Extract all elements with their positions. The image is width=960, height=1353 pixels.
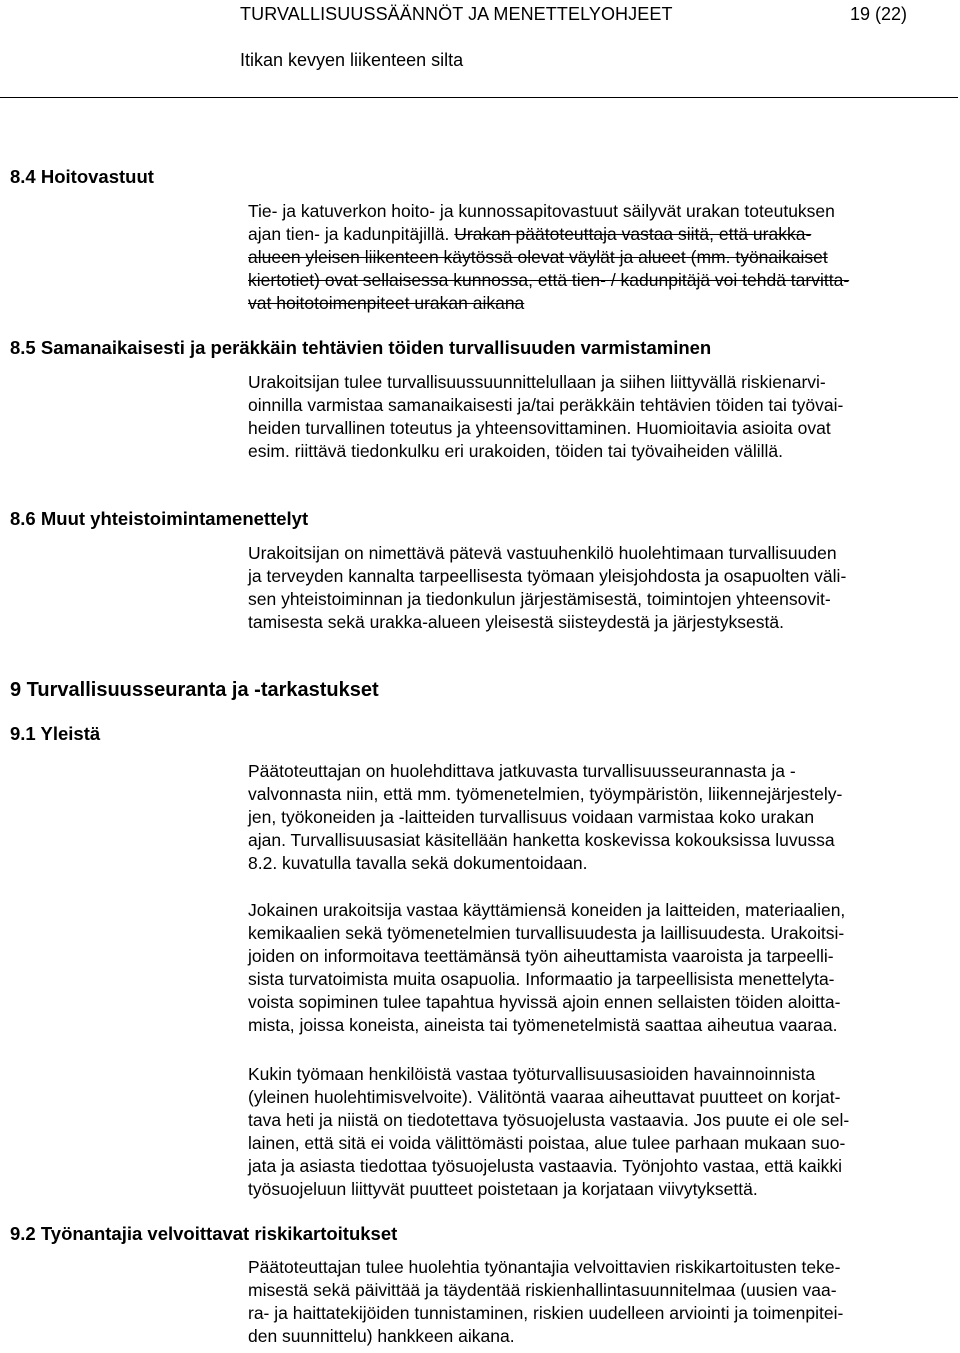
- text-line: Tie- ja katuverkon hoito- ja kunnossapitovastuut säilyvät urakan toteutuksen: [248, 201, 835, 221]
- text-line: ja terveyden kannalta tarpeellisesta työmaan yleisjohdosta ja osapuolten väli-: [248, 566, 847, 586]
- text-line: ajan tien- ja kadunpitäjillä. Urakan päätoteuttaja vastaa siitä, että urakka-: [248, 224, 812, 244]
- text-line: Urakoitsijan tulee turvallisuussuunnittelullaan ja siihen liittyvällä riskienarvi-: [248, 372, 826, 392]
- struck-text-line: vat hoitotoimenpiteet urakan aikana: [248, 293, 525, 313]
- text-line: (yleinen huolehtimisvelvoite). Välitöntä vaaraa aiheuttavat puutteet on korjat-: [248, 1087, 841, 1107]
- text-line: tava heti ja niistä on tiedotettava työsuojelusta vastaavia. Jos puute ei ole sel-: [248, 1110, 850, 1130]
- text-line: Päätoteuttajan tulee huolehtia työnantajia velvoittavien riskikartoitusten teke-: [248, 1257, 841, 1277]
- section-8-5-body: [248, 371, 948, 463]
- text-line: voista sopiminen tulee tapahtua hyvissä ajoin ennen sellaisten töiden aloitta-: [248, 992, 841, 1012]
- text-line: kemikaalien sekä työmenetelmien turvallisuudesta ja laillisuudesta. Urakoitsi-: [248, 923, 845, 943]
- section-9-1-paragraph-3: [248, 1063, 948, 1201]
- struck-text: Urakan päätoteuttaja vastaa siitä, että urakka-: [454, 224, 812, 244]
- section-heading-9-2: 9.2 Työnantajia velvoittavat riskikartoitukset: [10, 1223, 398, 1244]
- header-divider: [0, 97, 958, 98]
- section-heading-8-4: 8.4 Hoitovastuut: [10, 166, 154, 187]
- page-number: 19 (22): [850, 4, 908, 24]
- text-line: mista, joissa koneista, aineista tai työmenetelmistä saattaa aiheutua vaaraa.: [248, 1015, 838, 1035]
- text-line: valvonnasta niin, että mm. työmenetelmien, työympäristön, liikennejärjestely-: [248, 784, 843, 804]
- section-heading-9-1: 9.1 Yleistä: [10, 723, 101, 744]
- section-8-6-body: [248, 542, 948, 634]
- text-line: Päätoteuttajan on huolehdittava jatkuvasta turvallisuusseurannasta ja -: [248, 761, 796, 781]
- text-line: misestä sekä päivittää ja täydentää riskienhallintasuunnitelmaa (uusien vaa-: [248, 1280, 837, 1300]
- section-9-2-body: [248, 1256, 948, 1348]
- text-line: den suunnittelu) hankkeen aikana.: [248, 1326, 515, 1346]
- struck-text-line: alueen yleisen liikenteen käytössä olevat väylät ja alueet (mm. työnaikaiset: [248, 247, 828, 267]
- text-line: ra- ja haittatekijöiden tunnistaminen, riskien uudelleen arviointi ja toimenpitei-: [248, 1303, 844, 1323]
- text-line: jen, työkoneiden ja -laitteiden turvallisuus voidaan varmistaa koko urakan: [248, 807, 815, 827]
- text-line: heiden turvallinen toteutus ja yhteensovittaminen. Huomioitavia asioita ovat: [248, 418, 831, 438]
- section-heading-8-5: 8.5 Samanaikaisesti ja peräkkäin tehtävien töiden turvallisuuden varmistaminen: [10, 337, 712, 358]
- section-heading-8-6: 8.6 Muut yhteistoimintamenettelyt: [10, 508, 309, 529]
- text-line: Jokainen urakoitsija vastaa käyttämiensä koneiden ja laitteiden, materiaalien,: [248, 900, 846, 920]
- text-line: työsuojeluun liittyvät puutteet poistetaan ja korjataan viivytyksettä.: [248, 1179, 758, 1199]
- text-line: oinnilla varmistaa samanaikaisesti ja/tai peräkkäin tehtävien töiden tai työvai-: [248, 395, 844, 415]
- text-line: joiden on informoitava teettämänsä työn aiheuttamista vaaroista ja tarpeelli-: [248, 946, 834, 966]
- text-line: tamisesta sekä urakka-alueen yleisestä siisteydestä ja järjestyksestä.: [248, 612, 784, 632]
- text-line: 8.2. kuvatulla tavalla sekä dokumentoidaan.: [248, 853, 588, 873]
- text-line: Kukin työmaan henkilöistä vastaa työturvallisuusasioiden havainnoinnista: [248, 1064, 816, 1084]
- section-9-1-paragraph-1: [248, 760, 948, 875]
- section-8-4-body: [248, 200, 948, 315]
- text-line: lainen, että sitä ei voida välittömästi poistaa, alue tulee parhaan mukaan suo-: [248, 1133, 846, 1153]
- text-line: Urakoitsijan on nimettävä pätevä vastuuhenkilö huolehtimaan turvallisuuden: [248, 543, 837, 563]
- text-line: sista turvatoimista muita osapuolia. Informaatio ja tarpeellisista menettelyta-: [248, 969, 835, 989]
- struck-text-line: kiertotiet) ovat sellaisessa kunnossa, että tien- / kadunpitäjä voi tehdä tarvitta-: [248, 270, 850, 290]
- section-9-1-paragraph-2: [248, 899, 948, 1037]
- project-name: Itikan kevyen liikenteen silta: [240, 50, 464, 70]
- chapter-heading-9: 9 Turvallisuusseuranta ja -tarkastukset: [10, 679, 379, 701]
- document-title: TURVALLISUUSSÄÄNNÖT JA MENETTELYOHJEET: [240, 4, 673, 24]
- text-line: jata ja asiasta tiedottaa työsuojelusta vastaavia. Työnjohto vastaa, että kaikki: [248, 1156, 843, 1176]
- text-line: ajan. Turvallisuusasiat käsitellään hanketta koskevissa kokouksissa luvussa: [248, 830, 835, 850]
- text-line: esim. riittävä tiedonkulku eri urakoiden, töiden tai työvaiheiden välillä.: [248, 441, 784, 461]
- text-line: sen yhteistoiminnan ja tiedonkulun järjestämisestä, toimintojen yhteensovit-: [248, 589, 831, 609]
